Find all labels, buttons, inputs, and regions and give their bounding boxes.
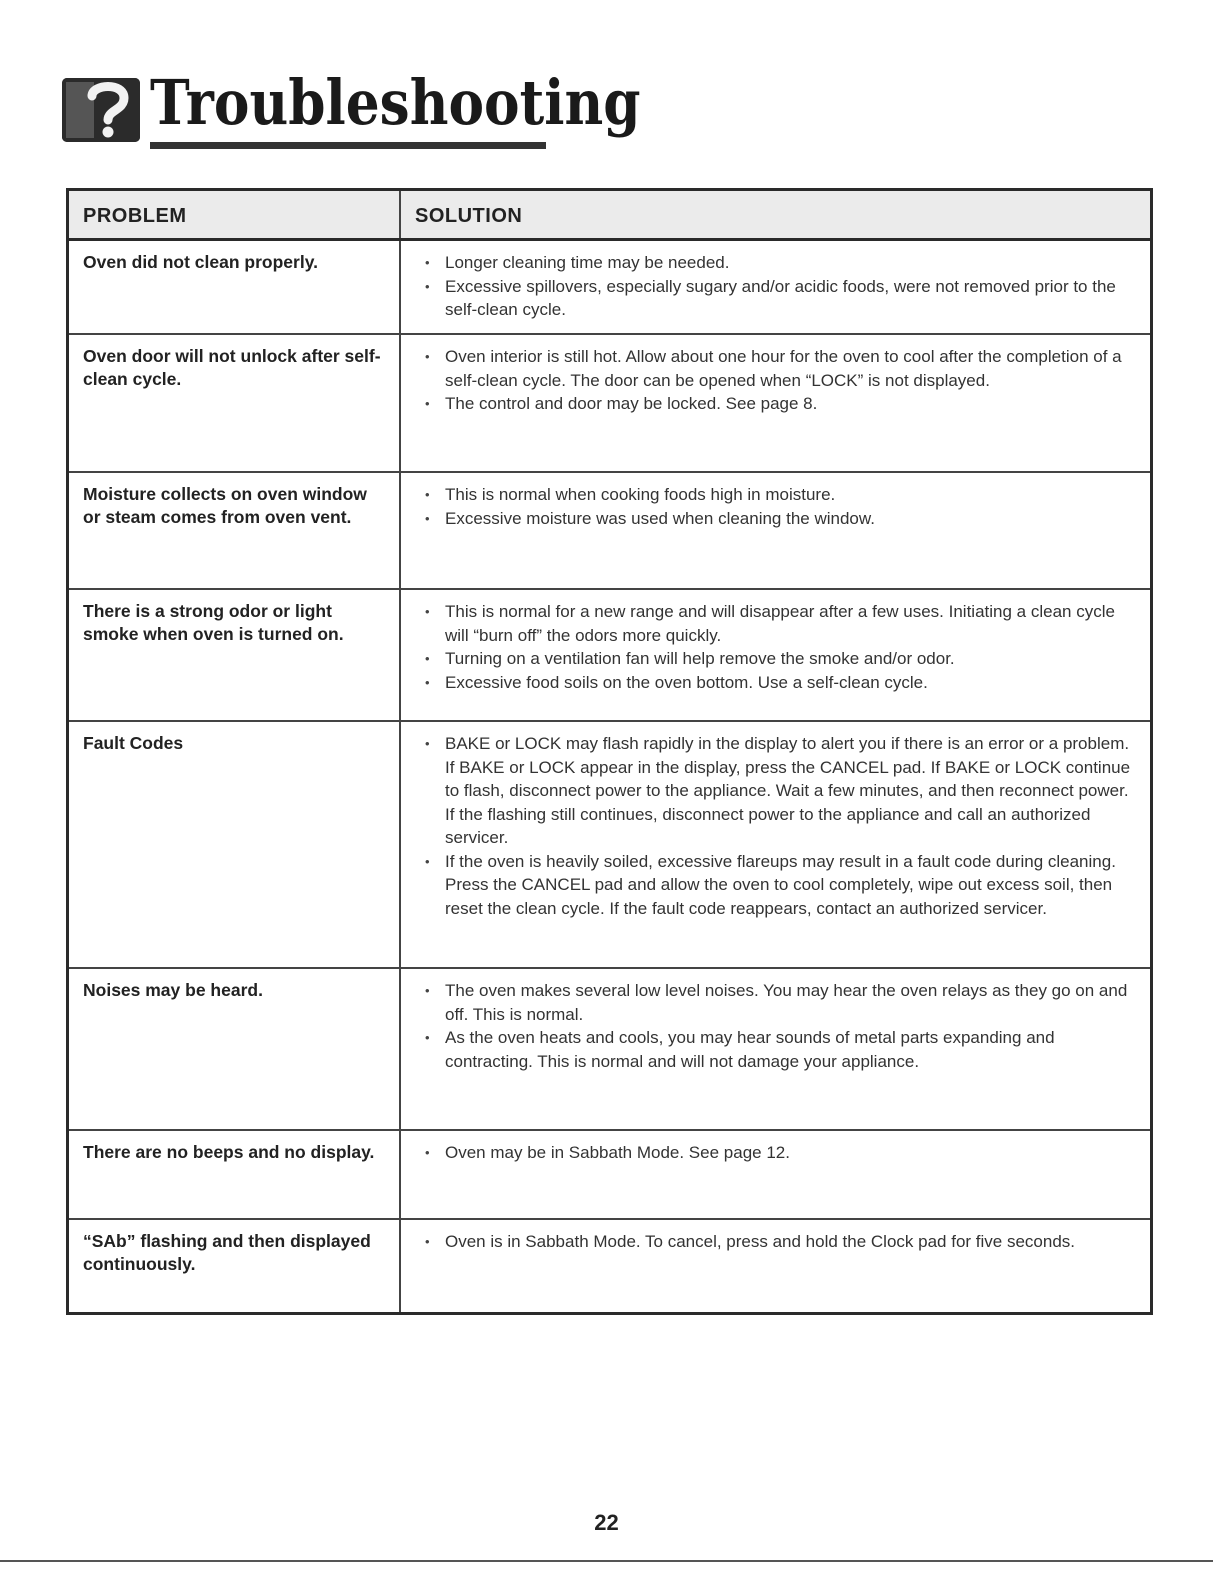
problem-text: Oven door will not unlock after self-clean cycle.: [83, 346, 381, 389]
solution-item: • BAKE or LOCK may flash rapidly in the display to alert you if there is an error or a problem. If BAKE or LOCK appear in the display, press the CANCEL pad. If BAKE or LOCK continue to flash, disconnect power to the appliance. Wait a few minutes, and then reconnect power. If the flashing still continues, disconnect power to the appliance and call an authorized servicer.: [425, 732, 1140, 850]
table-row: [69, 1220, 1150, 1312]
solution-cell: [401, 473, 1150, 588]
solution-item: • Oven may be in Sabbath Mode. See page 12.: [425, 1141, 1140, 1165]
title-underline: [150, 142, 546, 149]
problem-text: Noises may be heard.: [83, 980, 263, 1000]
problem-text: “SAb” flashing and then displayed continuously.: [83, 1231, 371, 1274]
solution-cell: [401, 969, 1150, 1129]
solution-item: • Oven is in Sabbath Mode. To cancel, press and hold the Clock pad for five seconds.: [425, 1230, 1140, 1254]
problem-text: There are no beeps and no display.: [83, 1142, 375, 1162]
table-row: [69, 1131, 1150, 1220]
table-header-row: [69, 191, 1150, 241]
problem-text: Oven did not clean properly.: [83, 252, 318, 272]
solution-item: • Longer cleaning time may be needed.: [425, 251, 1140, 275]
problem-header-cell: [69, 191, 401, 238]
troubleshooting-table: [66, 188, 1153, 1315]
problem-cell: [69, 1131, 401, 1218]
solution-cell: [401, 335, 1150, 471]
problem-cell: [69, 473, 401, 588]
solution-item: • Excessive moisture was used when cleaning the window.: [425, 507, 1140, 531]
solution-cell: [401, 241, 1150, 333]
page-number: 22: [594, 1510, 619, 1535]
footer-rule: [0, 1560, 1213, 1562]
solution-item: • The oven makes several low level noises. You may hear the oven relays as they go on and off. This is normal.: [425, 979, 1140, 1026]
problem-cell: [69, 1220, 401, 1312]
table-row: [69, 241, 1150, 335]
table-row: [69, 969, 1150, 1131]
table-row: [69, 722, 1150, 969]
problem-column-header: PROBLEM: [83, 205, 187, 227]
solution-header-cell: [401, 191, 1150, 238]
problem-cell: [69, 335, 401, 471]
solution-item: • Turning on a ventilation fan will help remove the smoke and/or odor.: [425, 647, 1140, 671]
table-row: [69, 473, 1150, 590]
solution-item: • The control and door may be locked. See page 8.: [425, 392, 1140, 416]
problem-cell: [69, 969, 401, 1129]
solution-item: • This is normal for a new range and will disappear after a few uses. Initiating a clean cycle will “burn off” the odors more quickly.: [425, 600, 1140, 647]
problem-text: Fault Codes: [83, 733, 184, 753]
solution-item: • Excessive food soils on the oven bottom. Use a self-clean cycle.: [425, 671, 1140, 695]
page-title: Troubleshooting: [150, 66, 641, 139]
problem-text: There is a strong odor or light smoke when oven is turned on.: [83, 601, 344, 644]
table-row: [69, 590, 1150, 722]
solution-column-header: SOLUTION: [415, 205, 523, 227]
solution-item: • Oven interior is still hot. Allow about one hour for the oven to cool after the completion of a self-clean cycle. The door can be opened when “LOCK” is not displayed.: [425, 345, 1140, 392]
problem-cell: [69, 722, 401, 967]
solution-cell: [401, 722, 1150, 967]
solution-item: • This is normal when cooking foods high in moisture.: [425, 483, 1140, 507]
problem-cell: [69, 241, 401, 333]
solution-cell: [401, 1220, 1150, 1312]
solution-item: • Excessive spillovers, especially sugary and/or acidic foods, were not removed prior to the self-clean cycle.: [425, 275, 1140, 322]
solution-item: • As the oven heats and cools, you may hear sounds of metal parts expanding and contracting. This is normal and will not damage your appliance.: [425, 1026, 1140, 1073]
solution-cell: [401, 590, 1150, 720]
problem-cell: [69, 590, 401, 720]
problem-text: Moisture collects on oven window or steam comes from oven vent.: [83, 484, 367, 527]
solution-item: • If the oven is heavily soiled, excessive flareups may result in a fault code during cleaning. Press the CANCEL pad and allow the oven to cool completely, wipe out excess soil, then reset the clean cycle. If the fault code reappears, contact an authorized servicer.: [425, 850, 1140, 921]
table-row: [69, 335, 1150, 473]
question-mark-icon: [62, 78, 140, 142]
solution-cell: [401, 1131, 1150, 1218]
